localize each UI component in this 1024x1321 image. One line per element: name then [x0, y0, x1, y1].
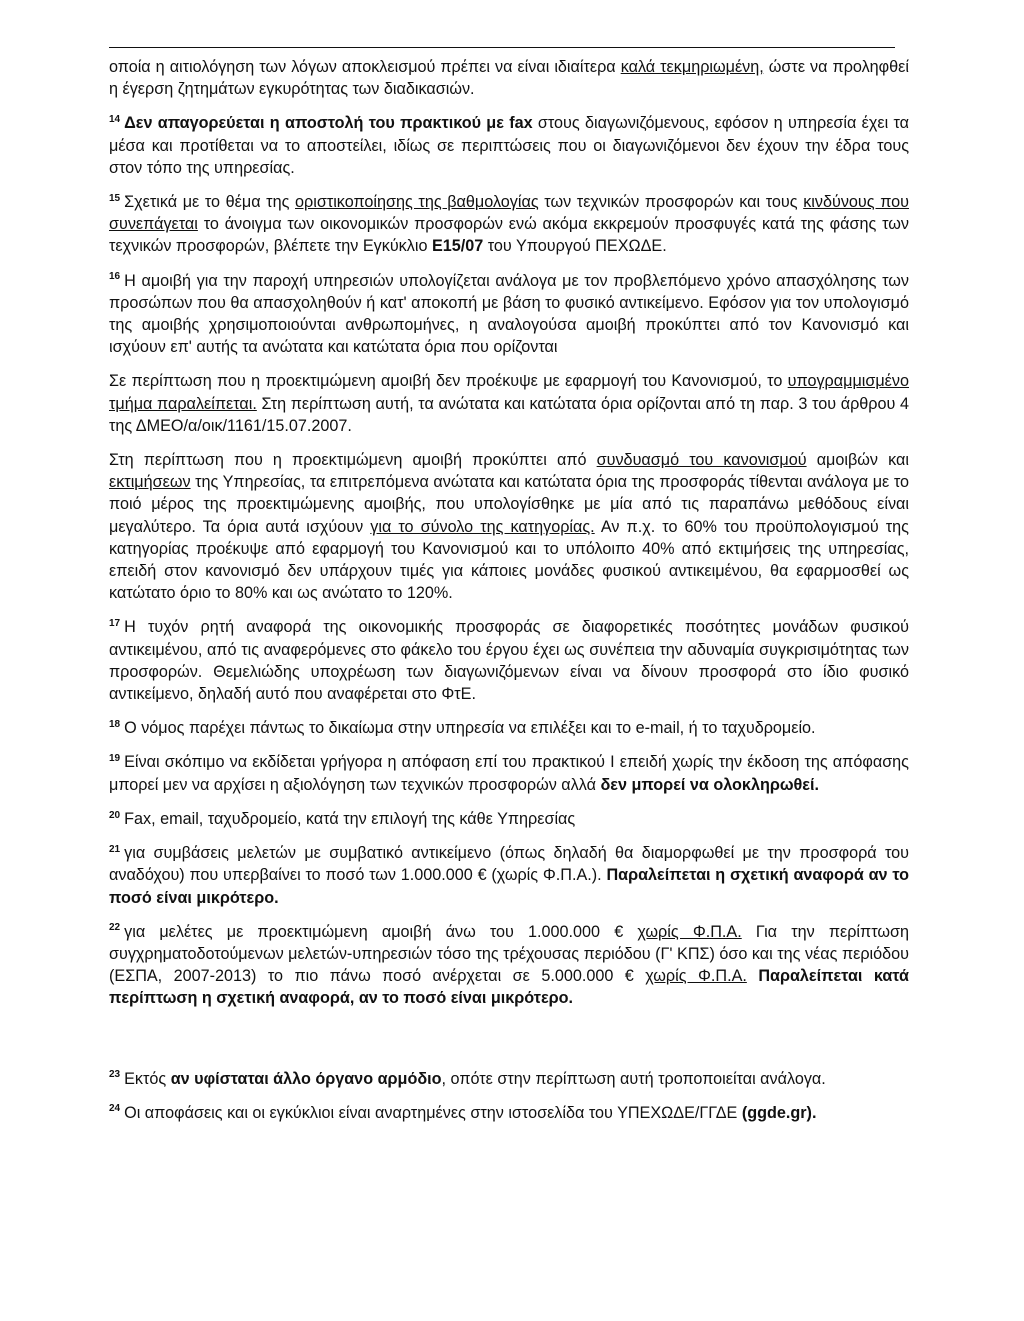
footnote-number: 24: [109, 1103, 121, 1115]
underlined-text: καλά τεκμηριωμένη,: [620, 58, 764, 76]
footnote-number: 17: [109, 618, 121, 630]
bold-text: Παραλείπεται η σχετική αναφορά αν το ποσό είναι μικρότερο.: [109, 866, 909, 907]
text: αμοιβών και: [806, 451, 909, 470]
text: οποία η αιτιολόγηση των λόγων αποκλεισμού πρέπει να είναι ιδιαίτερα: [109, 58, 621, 76]
text: Ο νόμος παρέχει πάντως το δικαίωμα στην υπηρεσία να επιλέξει και το e-mail, ή το ταχυδρομείο.: [124, 719, 816, 738]
footnote-24: [109, 1102, 909, 1124]
footnote-22: [109, 921, 909, 1010]
footnote-23: [109, 1068, 909, 1090]
text: για μελέτες με προεκτιμώμενη αμοιβή άνω του 1.000.000 €: [124, 922, 638, 941]
underlined-text: οριστικοποίησης της βαθμολογίας: [295, 193, 539, 212]
footnote-number: 16: [109, 271, 121, 283]
text: Στη περίπτωση αυτή, τα ανώτατα και κατώτατα όρια ορίζονται από τη παρ. 3 του άρθρου 4 της ΔΜΕΟ/α/οικ/1161/15.07.2007.: [109, 394, 909, 435]
text: της Υπηρεσίας, τα επιτρεπόμενα ανώτατα και κατώτατα όρια της προσφοράς τίθενται ανάλογα με το ποιό μέρος της προεκτιμώμενης αμοιβής, που υπολογίσθηκε με μία από τις παραπάνω μεθόδους είναι μεγαλύτερο. Τα όρια αυτά ισχύουν: [109, 473, 909, 536]
footnote-16: [109, 270, 909, 359]
bold-text: (ggde.gr).: [741, 1103, 817, 1122]
footnote-number: 23: [109, 1069, 121, 1081]
underlined-text: υπογραμμισμένο τμήμα παραλείπεται.: [109, 372, 909, 413]
text: του Υπουργού ΠΕΧΩΔΕ.: [483, 237, 667, 256]
footnote-16-paragraph-2: [109, 370, 909, 437]
text: Οι αποφάσεις και οι εγκύκλιοι είναι αναρτημένες στην ιστοσελίδα του ΥΠΕΧΩΔΕ/ΓΓΔΕ: [124, 1103, 742, 1122]
text: στους διαγωνιζόμενους, εφόσον η υπηρεσία έχει τα μέσα και προτίθεται να το αποστείλει, ιδίως σε περιπτώσεις που οι διαγωνιζόμενοι δεν έχουν την έδρα τους στον τόπο της υπηρεσίας.: [109, 114, 910, 177]
underlined-text: συνδυασμό του κανονισμού: [596, 451, 807, 470]
footnote-15: [109, 191, 909, 258]
bold-text: Ε15/07: [431, 237, 484, 256]
underlined-text: χωρίς Φ.Π.Α.: [637, 922, 742, 941]
footnote-number: 15: [109, 192, 121, 204]
footnote-21: [109, 842, 909, 909]
footnote-20: [109, 808, 909, 830]
bold-text: αν υφίσταται άλλο όργανο αρμόδιο: [170, 1069, 442, 1088]
footnote-number: 20: [109, 809, 121, 821]
footnote-16-paragraph-3: [109, 449, 909, 604]
text: [747, 967, 758, 985]
text: Σε περίπτωση που η προεκτιμώμενη αμοιβή δεν προέκυψε με εφαρμογή του Κανονισμού, το: [109, 372, 788, 391]
text: των τεχνικών προσφορών και τους: [538, 193, 804, 212]
text: Αν π.χ. το 60% του προϋπολογισμού της κατηγορίας προέκυψε από εφαρμογή του Κανονισμού και το υπόλοιπο 40% από εκτιμήσεις της υπηρεσίας, επειδή στον κανονισμό δεν υπάρχουν τιμές για κάποιες μονάδες φυσικού αντικειμένου, θα εφαρμοσθεί ως κατώτατο όριο το 80% και ως ανώτατο το 120%.: [109, 517, 909, 603]
footnote-18: [109, 717, 909, 739]
footnote-number: 21: [109, 843, 121, 855]
bold-text: Δεν απαγορεύεται η αποστολή του πρακτικού με fax: [124, 114, 533, 133]
text: το άνοιγμα των οικονομικών προσφορών ενώ ακόμα εκκρεμούν προσφυγές κατά της φάσης των τεχνικών προσφορών, βλέπετε την Εγκύκλιο: [109, 215, 909, 256]
text: , οπότε στην περίπτωση αυτή τροποποιείται ανάλογα.: [441, 1069, 826, 1088]
underlined-text: κινδύνους που συνεπάγεται: [109, 193, 909, 234]
text: Στη περίπτωση που η προεκτιμώμενη αμοιβή προκύπτει από: [109, 451, 597, 470]
text: Για την περίπτωση συγχρηματοδοτούμενων μελετών-υπηρεσιών τόσο της τρέχουσας περιόδου (Γ' ΚΠΣ) όσο και της νέας περιόδου (ΕΣΠΑ, 2007-2013) το πιο πάνω ποσό ανέρχεται σε 5.000.000 €: [109, 922, 909, 986]
text: Εκτός: [124, 1069, 171, 1088]
footnote-number: 19: [109, 753, 121, 765]
footnote-number: 22: [109, 922, 121, 934]
footnote-number: 14: [109, 114, 121, 126]
text: Η τυχόν ρητή αναφορά της οικονομικής προσφοράς σε διαφορετικές ποσότητες μονάδων φυσικού αντικειμένου, από τις αναφερόμενες στο φάκελο του έργου έχει ως συνέπεια την αδυναμία συγκρισιμότητας των προσφορών. Θεμελιώδης υποχρέωση των διαγωνιζόμενων είναι να δίνουν προσφορά στο ίδιο φυσικό αντικείμενο, δηλαδή αυτό που αναφέρεται στο ΦτΕ.: [109, 618, 909, 704]
bold-text: δεν μπορεί να ολοκληρωθεί.: [600, 775, 819, 794]
text: Είναι σκόπιμο να εκδίδεται γρήγορα η απόφαση επί του πρακτικού Ι επειδή χωρίς την έκδοση της απόφασης μπορεί μεν να αρχίσει η αξιολόγηση των τεχνικών προσφορών αλλά: [109, 753, 909, 794]
footnote-14: [109, 112, 909, 179]
underlined-text: για το σύνολο της κατηγορίας.: [370, 517, 595, 536]
bold-text: Παραλείπεται κατά περίπτωση η σχετική αναφορά, αν το ποσό είναι μικρότερο.: [109, 967, 910, 1008]
footnotes-page: [109, 56, 909, 1136]
footnote-19: [109, 751, 909, 795]
text: Η αμοιβή για την παροχή υπηρεσιών υπολογίζεται ανάλογα με τον προβλεπόμενο χρόνο απασχόλησης των προσώπων που θα απασχοληθούν ή κατ' αποκοπή με βάση το φυσικό αντικείμενο. Εφόσον για τον υπολογισμό της αμοιβής χρησιμοποιούνται ανθρωπομήνες, η αναλογούσα αμοιβή προκύπτει από τον Κανονισμό και ισχύουν επ' αυτής τα ανώτατα και κατώτατα όρια που ορίζονται: [109, 271, 909, 357]
spacer: [109, 1022, 909, 1068]
underlined-text: χωρίς Φ.Π.Α.: [645, 967, 747, 986]
footnote-separator-rule: [109, 47, 895, 48]
text: Fax, email, ταχυδρομείο, κατά την επιλογή της κάθε Υπηρεσίας: [124, 809, 576, 828]
text: ώστε να προληφθεί η έγερση ζητημάτων εγκυρότητας των διαδικασιών.: [109, 58, 909, 99]
underlined-text: εκτιμήσεων: [109, 473, 191, 492]
footnote-continuation: [109, 56, 909, 100]
text: Σχετικά με το θέμα της: [124, 193, 296, 212]
footnote-17: [109, 616, 909, 705]
footnote-number: 18: [109, 718, 121, 730]
text: για συμβάσεις μελετών με συμβατικό αντικείμενο (όπως δηλαδή θα διαμορφωθεί με την προσφορά του αναδόχου) που υπερβαίνει το ποσό των 1.000.000 € (χωρίς Φ.Π.Α.).: [109, 844, 909, 885]
